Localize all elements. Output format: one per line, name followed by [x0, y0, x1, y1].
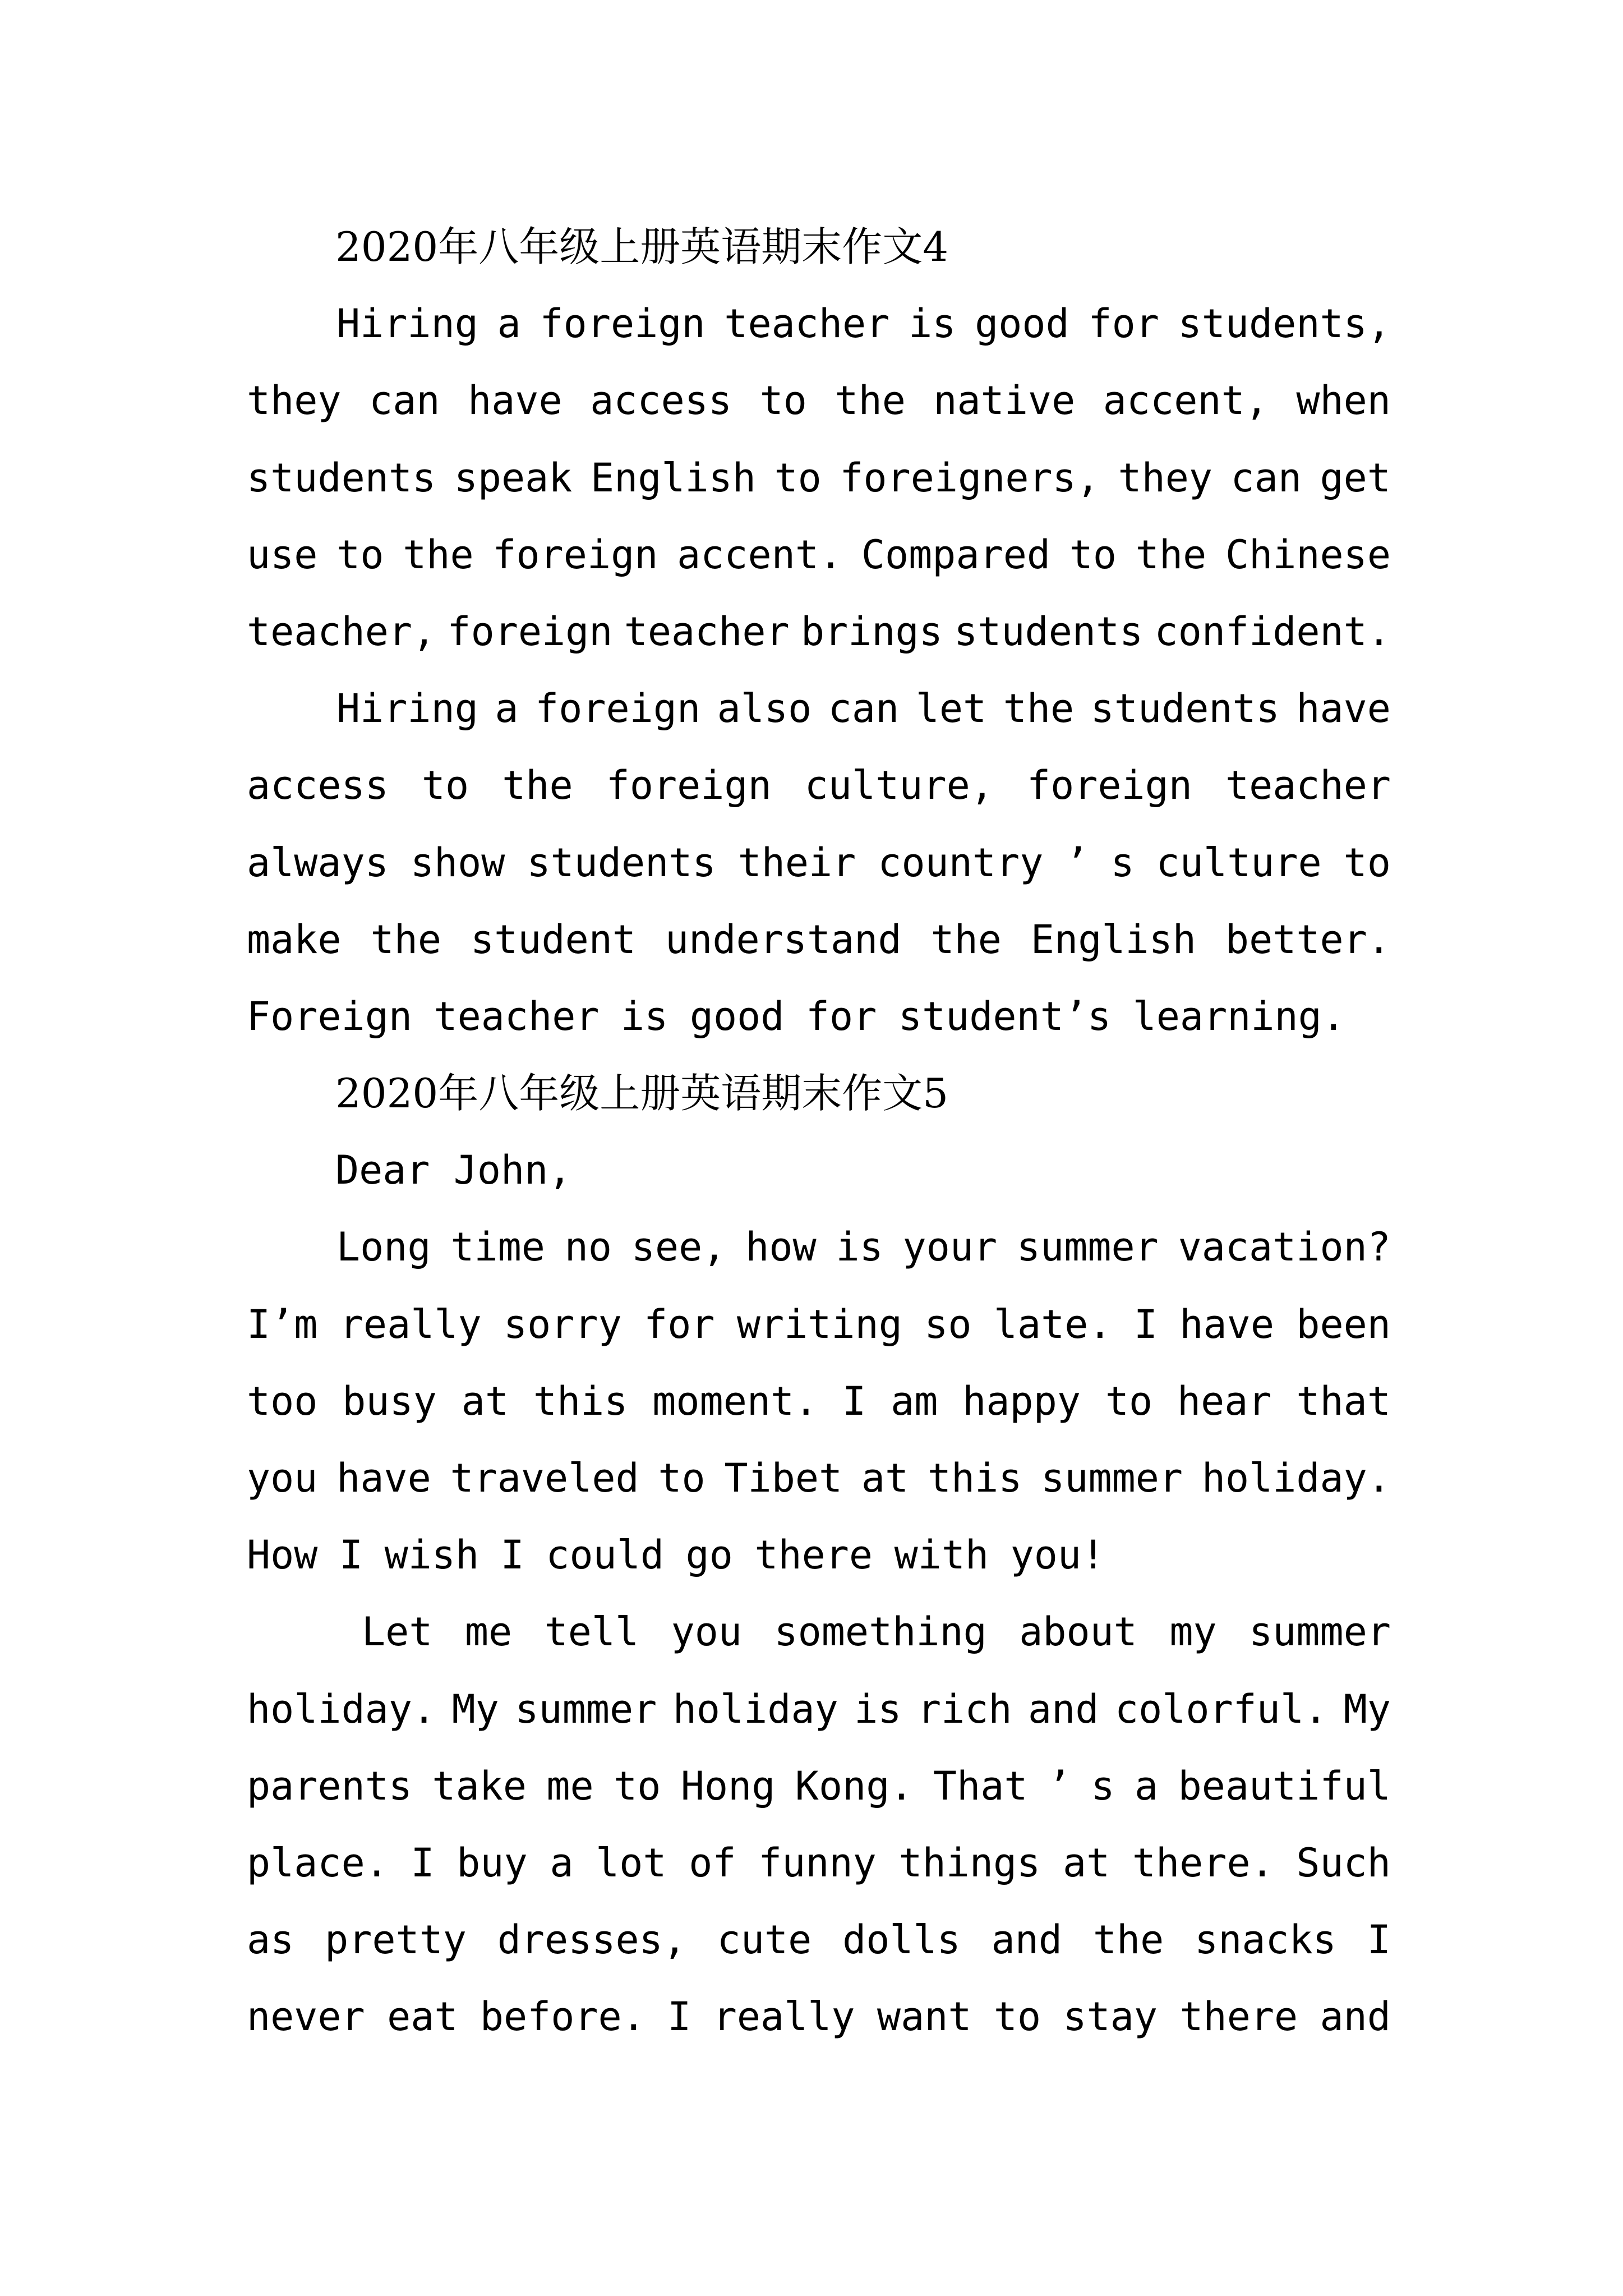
word: their [737, 839, 856, 886]
word: am [891, 1378, 938, 1424]
essay-4-paragraph-1 [247, 286, 1391, 670]
essay-5-heading: 2020年八年级上册英语期末作文5 [335, 1070, 949, 1117]
word: good [975, 301, 1069, 347]
word: Chinese [1225, 531, 1391, 578]
word: make [247, 916, 342, 963]
word: time [450, 1224, 545, 1271]
word: you [247, 1455, 318, 1501]
word: lot [596, 1839, 667, 1886]
word: have [336, 1455, 431, 1501]
word: native [933, 378, 1076, 424]
word: for [805, 993, 877, 1039]
word: that [1296, 1378, 1391, 1424]
word: eat [387, 1994, 458, 2040]
word: is [836, 1224, 883, 1271]
word: Hiring [336, 301, 478, 347]
word: to [421, 762, 469, 809]
word: foreign [606, 762, 772, 809]
word: confident. [1154, 608, 1391, 655]
text-line [247, 517, 1391, 593]
word: let [915, 685, 987, 732]
word: things [898, 1839, 1041, 1886]
word: pretty [325, 1917, 467, 1963]
word: Hiring [336, 685, 478, 732]
word: Foreign [247, 993, 413, 1039]
word: at [461, 1378, 509, 1424]
word: holiday. [1201, 1455, 1391, 1501]
word: there [754, 1532, 873, 1579]
word: buy [457, 1839, 528, 1886]
word: the [1092, 1917, 1164, 1963]
word: there. [1132, 1839, 1274, 1886]
word: My [451, 1686, 499, 1732]
word: as [247, 1917, 294, 1963]
text-line [247, 978, 1391, 1055]
word: the [1003, 685, 1075, 732]
word: students [1090, 685, 1280, 732]
word: want [877, 1994, 972, 2040]
word: s [1110, 839, 1135, 886]
word: me [546, 1763, 594, 1809]
text-line [247, 1594, 1391, 1671]
word: at [1062, 1839, 1110, 1886]
word: can [1230, 454, 1302, 501]
word: the [370, 916, 442, 963]
word: the [1135, 531, 1207, 578]
word: I [500, 1532, 524, 1579]
word: something [774, 1609, 987, 1655]
text-line [247, 1363, 1391, 1440]
word: student’s [898, 993, 1112, 1039]
word: and [1028, 1686, 1099, 1732]
word: been [1296, 1301, 1391, 1347]
word: at [861, 1455, 909, 1501]
text-line [247, 593, 1391, 670]
word: a [550, 1839, 574, 1886]
text-line [247, 1671, 1391, 1748]
text-line [247, 1748, 1391, 1825]
word: Kong. [795, 1763, 914, 1809]
word: also [717, 685, 812, 732]
word: foreign [447, 608, 613, 655]
word: student [471, 916, 637, 963]
word: to [759, 378, 807, 424]
word: of [689, 1839, 736, 1886]
word: to [1069, 531, 1117, 578]
word: see, [631, 1224, 726, 1271]
word: you! [1010, 1532, 1105, 1579]
word: can [369, 378, 440, 424]
text-line [247, 747, 1391, 824]
word: teacher [1225, 762, 1391, 809]
word: to [1105, 1378, 1153, 1424]
word: a [1135, 1763, 1159, 1809]
word: country [878, 839, 1044, 886]
word: to [1343, 839, 1391, 886]
text-line [247, 1825, 1391, 1902]
word: culture, [804, 762, 994, 809]
word: they [1118, 454, 1213, 501]
word: no [564, 1224, 612, 1271]
word: teacher [624, 608, 790, 655]
word: parents [247, 1763, 413, 1809]
text-line [247, 286, 1391, 362]
word: happy [962, 1378, 1081, 1424]
word: accent, [1103, 378, 1269, 424]
word: dolls [842, 1917, 961, 1963]
word: teacher [724, 301, 890, 347]
word: so [924, 1301, 972, 1347]
word: foreigners, [840, 454, 1100, 501]
word: rich [917, 1686, 1012, 1732]
document-body [247, 209, 1391, 2056]
letter-paragraph-2 [247, 1594, 1391, 2055]
text-line [247, 1517, 1391, 1594]
word: I [1133, 1301, 1158, 1347]
word: use [247, 531, 318, 578]
word: Long [336, 1224, 431, 1271]
word: s [1091, 1763, 1115, 1809]
word: the [502, 762, 573, 809]
word: speak [454, 454, 573, 501]
word: teacher, [247, 608, 436, 655]
word: holiday. [247, 1686, 436, 1732]
word: the [930, 916, 1002, 963]
word: understand [665, 916, 902, 963]
word: Compared [861, 531, 1051, 578]
word: I [411, 1839, 435, 1886]
word: writing [736, 1301, 902, 1347]
text-line [247, 1286, 1391, 1363]
word: I [667, 1994, 691, 2040]
word: a [497, 301, 521, 347]
word: your [902, 1224, 998, 1271]
word: really [713, 1994, 855, 2040]
word: foreign [1026, 762, 1192, 809]
word: they [247, 378, 342, 424]
word: holiday [672, 1686, 838, 1732]
word: I’m [247, 1301, 318, 1347]
text-line [247, 440, 1391, 517]
word: to [774, 454, 822, 501]
word: place. [247, 1839, 389, 1886]
word: tell [544, 1609, 639, 1655]
word: how [745, 1224, 817, 1271]
word: always [247, 839, 389, 886]
letter-greeting: Dear John, [335, 1147, 572, 1194]
word: funny [758, 1839, 877, 1886]
text-line [247, 901, 1391, 978]
word: snacks [1195, 1917, 1336, 1963]
word: summer [515, 1686, 657, 1732]
word: have [1296, 685, 1391, 732]
word: really [339, 1301, 482, 1347]
word: for [644, 1301, 715, 1347]
word: teacher [434, 993, 600, 1039]
word: never [247, 1994, 365, 2040]
word: students [954, 608, 1144, 655]
word: the [834, 378, 906, 424]
word: ’ [1065, 839, 1089, 886]
word: sorry [504, 1301, 622, 1347]
word: That [933, 1763, 1028, 1809]
word: students, [1178, 301, 1391, 347]
text-line [247, 1902, 1391, 1978]
word: accent. [677, 531, 843, 578]
word: Tibet [724, 1455, 843, 1501]
text-line [247, 1209, 1391, 1286]
word: hear [1177, 1378, 1272, 1424]
word: culture [1156, 839, 1322, 886]
word: foreign [492, 531, 658, 578]
word: to [336, 531, 384, 578]
word: brings [800, 608, 943, 655]
word: foreign [535, 685, 701, 732]
word: can [828, 685, 900, 732]
word: is [909, 301, 956, 347]
word: is [854, 1686, 902, 1732]
word: there [1179, 1994, 1298, 2040]
word: the [403, 531, 474, 578]
word: late. [993, 1301, 1112, 1347]
word: English [1030, 916, 1196, 963]
word: access [247, 762, 389, 809]
word: access [590, 378, 732, 424]
word: Hong [680, 1763, 776, 1809]
word: ’ [1047, 1763, 1072, 1809]
word: learning. [1132, 993, 1345, 1039]
word: summer [1041, 1455, 1183, 1501]
word: and [991, 1917, 1063, 1963]
text-line [247, 670, 1391, 747]
word: wish [384, 1532, 479, 1579]
word: better. [1225, 916, 1391, 963]
word: me [464, 1609, 513, 1655]
word: could [546, 1532, 665, 1579]
word: go [685, 1532, 733, 1579]
letter-paragraph-1 [247, 1209, 1391, 1594]
word: and [1320, 1994, 1391, 2040]
word: I [1367, 1917, 1391, 1963]
word: have [468, 378, 562, 424]
word: How [247, 1532, 318, 1579]
word: busy [342, 1378, 437, 1424]
word: I [842, 1378, 866, 1424]
text-line [247, 1440, 1391, 1517]
word: Such [1296, 1839, 1391, 1886]
word: a [495, 685, 519, 732]
word: I [339, 1532, 363, 1579]
word: vacation? [1178, 1224, 1391, 1271]
word: before. [479, 1994, 645, 2040]
word: with [894, 1532, 989, 1579]
text-line [247, 362, 1391, 439]
word: stay [1063, 1994, 1158, 2040]
word: take [432, 1763, 527, 1809]
word: traveled [450, 1455, 639, 1501]
word: foreign [540, 301, 706, 347]
word: about [1019, 1609, 1137, 1655]
word: beautiful [1178, 1763, 1391, 1809]
word: my [1169, 1609, 1217, 1655]
word: Let [362, 1609, 433, 1655]
word: get [1320, 454, 1391, 501]
word: colorful. [1114, 1686, 1328, 1732]
word: when [1296, 378, 1391, 424]
word: too [247, 1378, 318, 1424]
word: My [1343, 1686, 1391, 1732]
word: moment. [652, 1378, 818, 1424]
word: this [927, 1455, 1022, 1501]
word: for [1088, 301, 1159, 347]
word: to [658, 1455, 706, 1501]
essay-4-heading: 2020年八年级上册英语期末作文4 [335, 223, 949, 270]
text-line [247, 825, 1391, 901]
word: to [993, 1994, 1041, 2040]
word: have [1179, 1301, 1274, 1347]
word: summer [1249, 1609, 1391, 1655]
word: good [689, 993, 785, 1039]
word: show [410, 839, 505, 886]
essay-4-paragraph-2 [247, 670, 1391, 1055]
word: this [533, 1378, 628, 1424]
word: is [621, 993, 668, 1039]
word: English [590, 454, 756, 501]
word: students [247, 454, 436, 501]
word: dresses, [497, 1917, 686, 1963]
word: students [527, 839, 716, 886]
word: to [614, 1763, 661, 1809]
word: summer [1016, 1224, 1159, 1271]
text-line [247, 1978, 1391, 2055]
word: cute [717, 1917, 812, 1963]
word: you [671, 1609, 743, 1655]
